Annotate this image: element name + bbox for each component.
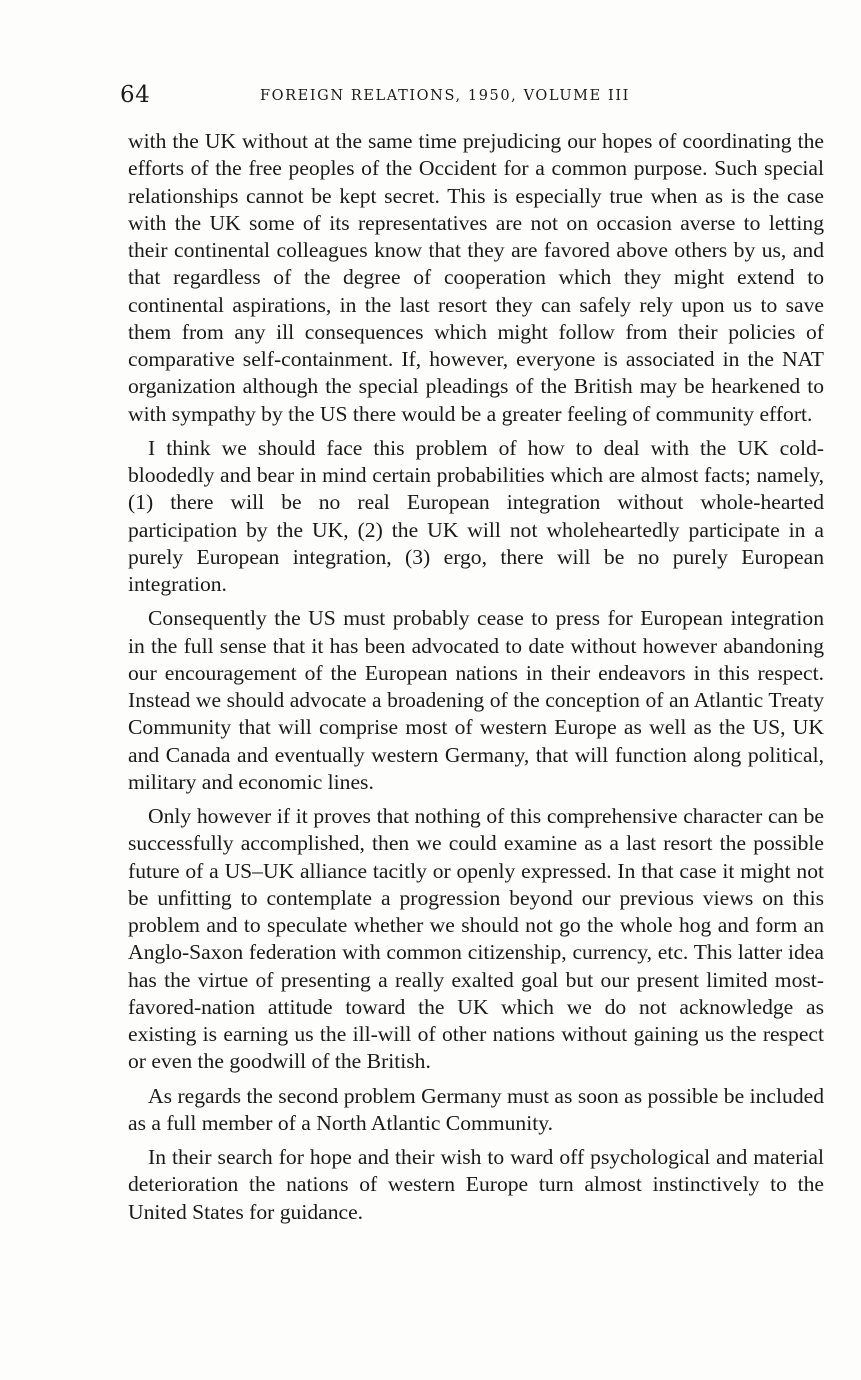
body-text	[128, 128, 824, 1226]
paragraph-european-integration: Consequently the US must probably cease to press for European integration in the full sense that it has been advocated to date without however abandoning our encouragement of the European nations in their endeavors in this respect. Instead we should advocate a broadening of the conception of an Atlantic Treaty Community that will comprise most of western Europe as well as the US, UK and Canada and eventually western Germany, that will function along political, military and economic lines.	[128, 606, 824, 794]
page-header	[120, 82, 675, 112]
paragraph-western-europe: In their search for hope and their wish to ward off psychological and material deterioration the nations of western Europe turn almost instinctively to the United States for guidance.	[128, 1145, 824, 1224]
paragraph-continued: with the UK without at the same time prejudicing our hopes of coordinating the efforts of the free peoples of the Occident for a common purpose. Such special relationships cannot be kept secret. This is especially true when as is the case with the UK some of its representatives are not on occasion averse to letting their continental colleagues know that they are favored above others by us, and that regardless of the degree of cooperation which they might extend to continental aspirations, in the last resort they can safely rely upon us to save them from any ill consequences which might follow from their policies of comparative self-containment. If, however, everyone is associated in the NAT organization although the special pleadings of the British may be hearkened to with sympathy by the US there would be a greater feeling of community effort.	[128, 129, 824, 426]
paragraph-germany: As regards the second problem Germany must as soon as possible be included as a full member of a North Atlantic Community.	[128, 1083, 824, 1135]
running-head: FOREIGN RELATIONS, 1950, VOLUME III	[260, 88, 630, 104]
page-number: 64	[120, 82, 151, 108]
paragraph-us-uk-alliance: Only however if it proves that nothing of this comprehensive character can be successfully accomplished, then we could examine as a last resort the possible future of a US–UK alliance tacitly or openly expressed. In that case it might not be unfitting to contemplate a progression beyond our previous views on this problem and to speculate whether we should not go the whole hog and form an Anglo-Saxon federation with common citizenship, currency, etc. This latter idea has the virtue of presenting a really exalted goal but our present limited most-favored-nation attitude toward the UK which we do not acknowledge as existing is earning us the ill-will of other nations without gaining us the respect or even the goodwill of the British.	[128, 804, 824, 1074]
paragraph-uk-problem: I think we should face this problem of how to deal with the UK cold-bloodedly and bear in mind certain probabilities which are almost facts; namely, (1) there will be no real European integration without whole-hearted participation by the UK, (2) the UK will not wholeheartedly participate in a purely European integration, (3) ergo, there will be no purely European integration.	[128, 435, 824, 596]
